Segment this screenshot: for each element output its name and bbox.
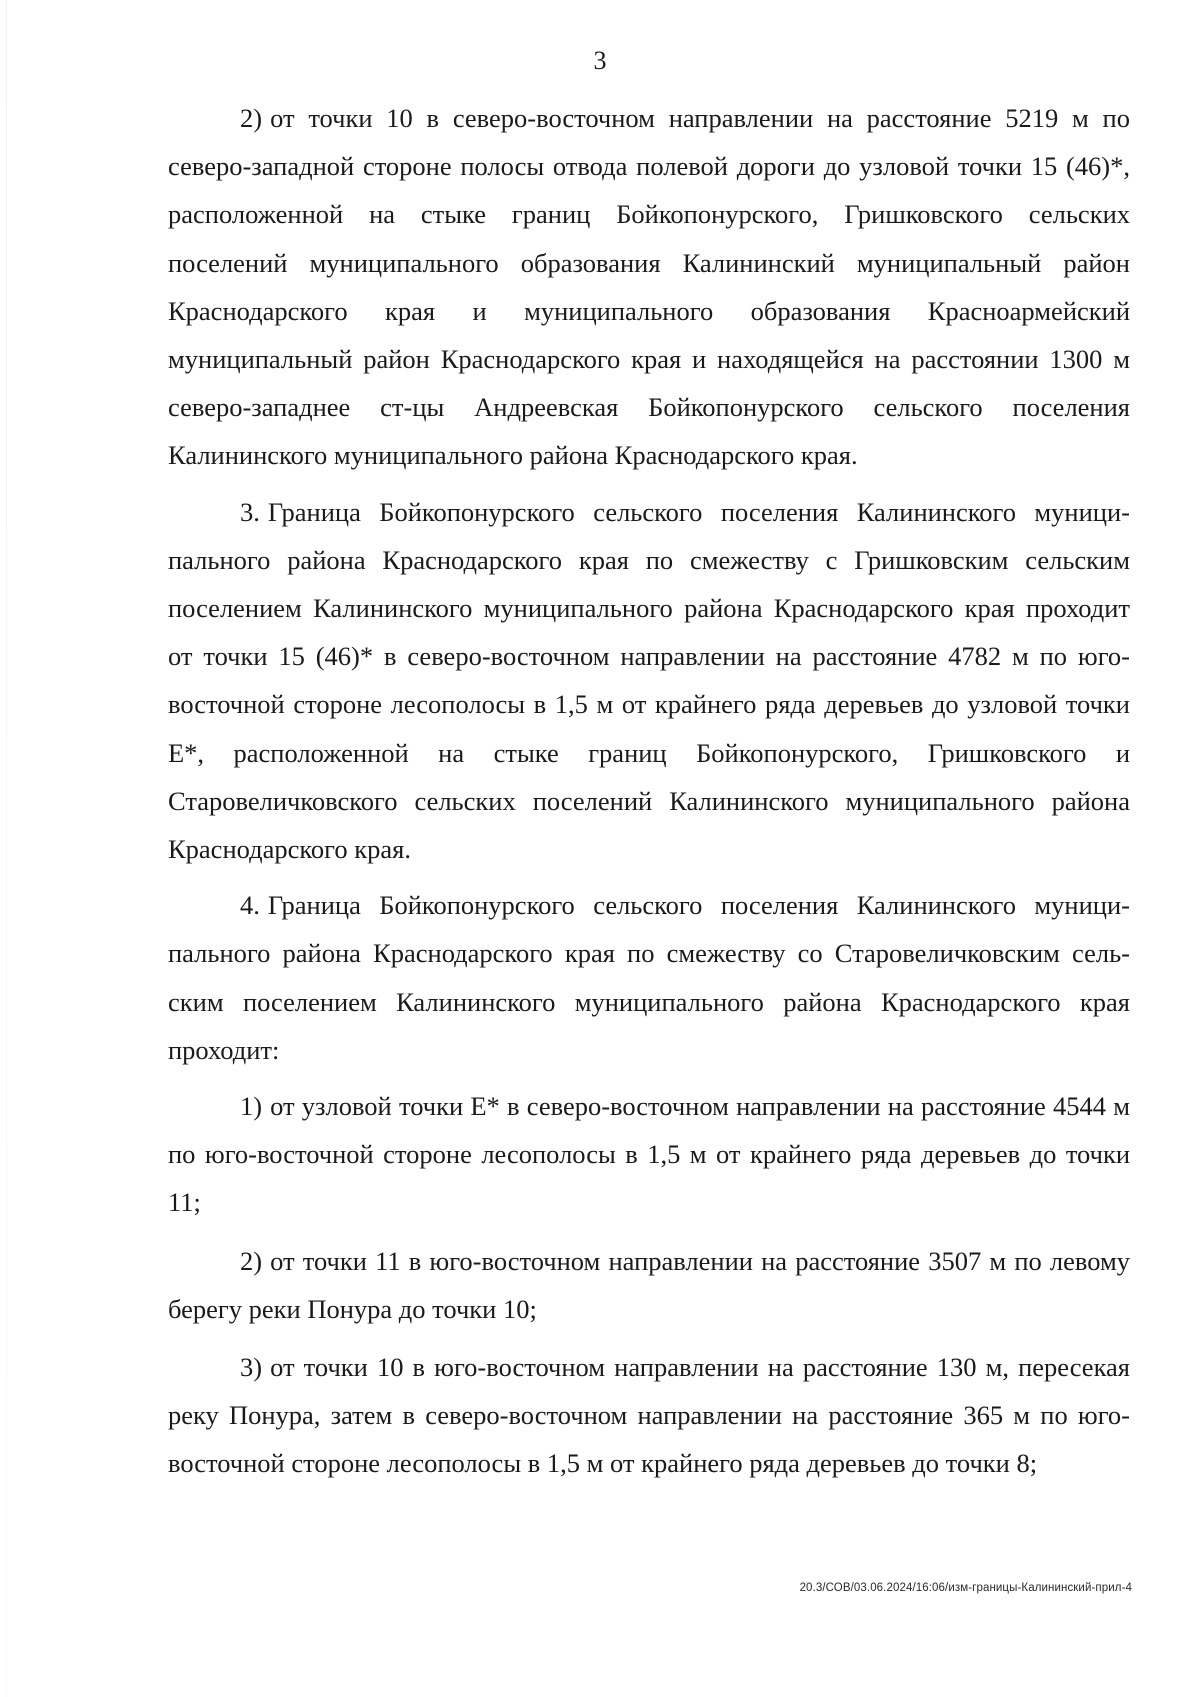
paragraph-1-text: от точки 10 в северо-восточном направлении на расстояние 5219 м по северо-западной стороне полосы отвода полевой дороги до узловой точки 15 (46)*, расположенной на стыке границ Бойкопонурского, Гришковского сельских поселений муниципального образования Калининский муниципальный район Краснодарского края и муниципального образования Красноармейский муниципальный район Краснодарского края и находящейся на расстоянии 1300 м северо-западнее ст-цы Андреевская Бойкопонурского сельского поселения Калининского муниципального района Краснодарского края. bbox=[168, 103, 1130, 471]
paragraph-5-text: от точки 11 в юго-восточном направлении на расстояние 3507 м по левому берегу реки Понура до точки 10; bbox=[168, 1245, 1130, 1324]
paragraph-1-marker: 2) bbox=[240, 103, 263, 133]
paragraph-5-marker: 2) bbox=[240, 1245, 263, 1276]
paragraph-2-text: Граница Бойкопонурского сельского поселения Калининского муниципального района Краснодарского края по смежеству с Гришковским сельским поселением Калининского муниципального района Краснодарского края проходит от точки 15 (46)* в северо-восточном направлении на расстояние 4782 м по юго-восточной стороне лесополосы в 1,5 м от крайнего ряда деревьев до узловой точки Е*, расположенной на стыке границ Бойкопонурского, Гришковского и Старовеличковского сельских поселений Калининского муниципального района Краснодарского края. bbox=[168, 496, 1130, 865]
paragraph-3-marker: 4. bbox=[240, 890, 260, 921]
paragraph-1 bbox=[168, 94, 1130, 480]
scan-edge-mark bbox=[6, 0, 7, 1697]
paragraph-6 bbox=[168, 1343, 1130, 1488]
document-footer-code: 20.3/СОВ/03.06.2024/16:06/изм-границы-Калининский-прил-4 bbox=[799, 1582, 1132, 1594]
page-number: 3 bbox=[593, 46, 607, 75]
paragraph-3-text: Граница Бойкопонурского сельского поселения Калининского муниципального района Краснодарского края по смежеству со Старовеличковским сельским поселением Калининского муниципального района Краснодарского края проходит: bbox=[168, 890, 1130, 1065]
paragraph-6-marker: 3) bbox=[240, 1352, 263, 1383]
paragraph-3 bbox=[168, 881, 1130, 1074]
document-body bbox=[168, 94, 1130, 1498]
paragraph-4 bbox=[168, 1082, 1130, 1227]
paragraph-4-marker: 1) bbox=[240, 1091, 263, 1122]
paragraph-2 bbox=[168, 488, 1130, 874]
paragraph-4-text: от узловой точки Е* в северо-восточном направлении на расстояние 4544 м по юго-восточной стороне лесополосы в 1,5 м от крайнего ряда деревьев до точки 11; bbox=[168, 1091, 1130, 1218]
paragraph-6-text: от точки 10 в юго-восточном направлении на расстояние 130 м, пересекая реку Понура, затем в северо-восточном направлении на расстояние 365 м по юго-восточной стороне лесополосы в 1,5 м от крайнего ряда деревьев до точки 8; bbox=[168, 1352, 1130, 1479]
paragraph-5 bbox=[168, 1237, 1130, 1333]
paragraph-2-marker: 3. bbox=[240, 496, 260, 527]
